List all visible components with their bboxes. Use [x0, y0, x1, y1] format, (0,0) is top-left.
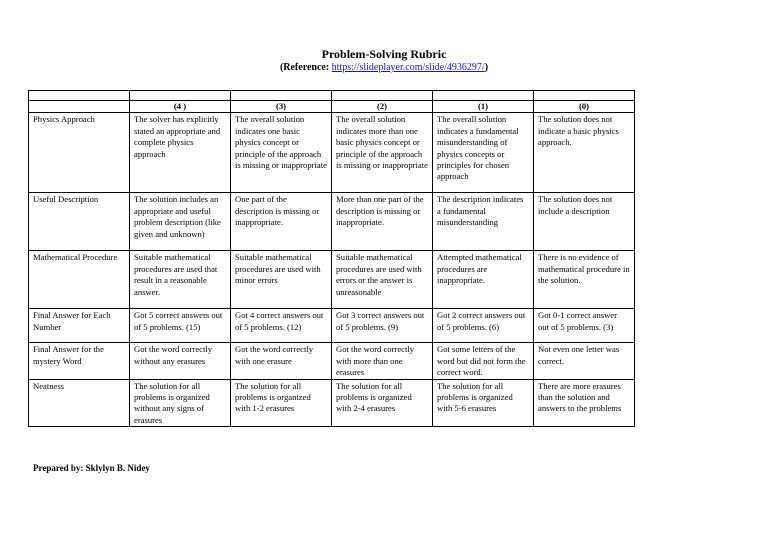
criterion-cell: Neatness [29, 379, 130, 427]
rubric-cell: Got the word correctly with one erasure [231, 343, 332, 379]
rubric-cell: The solution for all problems is organized with 1-2 erasures [231, 379, 332, 427]
rubric-cell: Got 4 correct answers out of 5 problems. (12) [231, 309, 332, 343]
rubric-cell: There is no evidence of mathematical procedure in the solution. [534, 251, 635, 309]
criterion-cell: Useful Description [29, 193, 130, 251]
rubric-cell: The solution for all problems is organized with 2-4 erasures [332, 379, 433, 427]
table-row [29, 309, 635, 343]
table-row [29, 343, 635, 379]
table-row [29, 379, 635, 427]
table-row [29, 251, 635, 309]
rubric-cell: Suitable mathematical procedures are used with errors or the answer is unreasonable [332, 251, 433, 309]
rubric-cell: Got the word correctly without any erasures [130, 343, 231, 379]
blank-row [29, 91, 635, 101]
rubric-table [28, 90, 635, 427]
rubric-cell: Not even one letter was correct. [534, 343, 635, 379]
header-cell-score-1: (1) [433, 101, 534, 113]
header-row [29, 101, 635, 113]
rubric-cell: Attempted mathematical procedures are inappropriate. [433, 251, 534, 309]
reference-label: (Reference: [279, 62, 330, 73]
rubric-cell: Got the word correctly with more than one erasures [332, 343, 433, 379]
rubric-cell: The description indicates a fundamental misunderstanding [433, 193, 534, 251]
blank-cell [433, 91, 534, 101]
rubric-cell: One part of the description is missing or inappropriate. [231, 193, 332, 251]
header-cell-score-2: (2) [332, 101, 433, 113]
table-row [29, 113, 635, 193]
rubric-cell: The solution for all problems is organized without any signs of erasures [130, 379, 231, 427]
rubric-cell: Suitable mathematical procedures are used with minor errors [231, 251, 332, 309]
criterion-cell: Physics Approach [29, 113, 130, 193]
rubric-cell: The solver has explicitly stated an appropriate and complete physics approach [130, 113, 231, 193]
rubric-cell: Suitable mathematical procedures are used that result in a reasonable answer. [130, 251, 231, 309]
blank-cell [231, 91, 332, 101]
blank-cell [130, 91, 231, 101]
rubric-cell: Got some letters of the word but did not form the correct word. [433, 343, 534, 379]
rubric-cell: The solution does not indicate a basic physics approach. [534, 113, 635, 193]
criterion-cell: Mathematical Procedure [29, 251, 130, 309]
rubric-cell: Got 5 correct answers out of 5 problems. (15) [130, 309, 231, 343]
rubric-cell: The solution does not include a description [534, 193, 635, 251]
reference-line [0, 62, 768, 73]
rubric-cell: The overall solution indicates one basic physics concept or principle of the approach is missing or inappropriate [231, 113, 332, 193]
rubric-cell: The overall solution indicates a fundamental misunderstanding of physics concepts or principles for chosen approach [433, 113, 534, 193]
rubric-cell: Got 0-1 correct answer out of 5 problems. (3) [534, 309, 635, 343]
table-row [29, 193, 635, 251]
document-title: Problem-Solving Rubric [321, 47, 447, 61]
header-cell-score-3: (3) [231, 101, 332, 113]
header-cell-score-4: (4 ) [130, 101, 231, 113]
rubric-cell: The solution for all problems is organized with 5-6 erasures [433, 379, 534, 427]
blank-cell [534, 91, 635, 101]
rubric-cell: More than one part of the description is missing or inappropriate. [332, 193, 433, 251]
rubric-cell: Got 2 correct answers out of 5 problems. (6) [433, 309, 534, 343]
blank-cell [29, 91, 130, 101]
prepared-by: Prepared by: Sklylyn B. Nidey [33, 463, 150, 473]
rubric-cell: There are more erasures than the solution and answers to the problems [534, 379, 635, 427]
header-cell-score-0: (0) [534, 101, 635, 113]
header-cell-criterion [29, 101, 130, 113]
reference-close: ) [484, 62, 489, 73]
reference-link[interactable]: https://slideplayer.com/slide/4936297/ [331, 62, 485, 73]
blank-cell [332, 91, 433, 101]
rubric-cell: Got 3 correct answers out of 5 problems. (9) [332, 309, 433, 343]
rubric-cell: The solution includes an appropriate and useful problem description (like given and unknown) [130, 193, 231, 251]
criterion-cell: Final Answer for Each Number [29, 309, 130, 343]
criterion-cell: Final Answer for the mystery Word [29, 343, 130, 379]
rubric-cell: The overall solution indicates more than one basic physics concept or principle of the approach is missing or inappropriate [332, 113, 433, 193]
